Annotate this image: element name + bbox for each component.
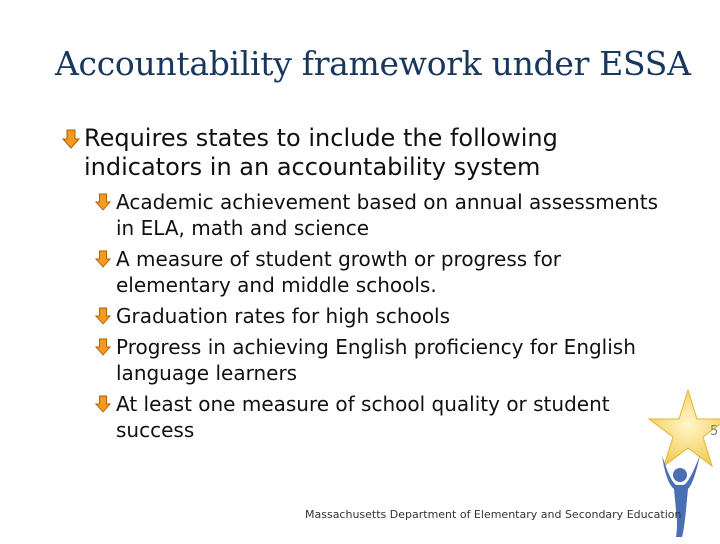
sub-bullet-text: A measure of student growth or progress for elementary and middle schools. bbox=[116, 247, 562, 297]
down-arrow-icon bbox=[95, 338, 111, 356]
page-number: 5 bbox=[710, 424, 719, 439]
slide-title: Accountability framework under ESSA bbox=[55, 44, 691, 83]
sub-bullet-item bbox=[95, 246, 675, 298]
sub-bullet-item bbox=[95, 391, 675, 443]
sub-bullet-text: Progress in achieving English proficiency for English language learners bbox=[116, 335, 636, 385]
sub-bullet-text: Academic achievement based on annual assessments in ELA, math and science bbox=[116, 190, 658, 240]
sub-bullet-item bbox=[95, 189, 675, 241]
sub-bullet-text: Graduation rates for high schools bbox=[116, 304, 451, 328]
down-arrow-icon bbox=[95, 395, 111, 413]
sub-bullet-text: At least one measure of school quality or student success bbox=[116, 392, 610, 442]
down-arrow-icon bbox=[95, 250, 111, 268]
sub-bullet-item bbox=[95, 334, 675, 386]
down-arrow-icon bbox=[62, 129, 80, 149]
down-arrow-icon bbox=[95, 193, 111, 211]
sub-bullet-item bbox=[95, 303, 675, 329]
main-bullet bbox=[62, 124, 644, 182]
footer-text: Massachusetts Department of Elementary and Secondary Education bbox=[305, 508, 682, 521]
sub-bullet-list bbox=[95, 189, 675, 448]
main-bullet-text: Requires states to include the following indicators in an accountability system bbox=[84, 124, 558, 181]
down-arrow-icon bbox=[95, 307, 111, 325]
